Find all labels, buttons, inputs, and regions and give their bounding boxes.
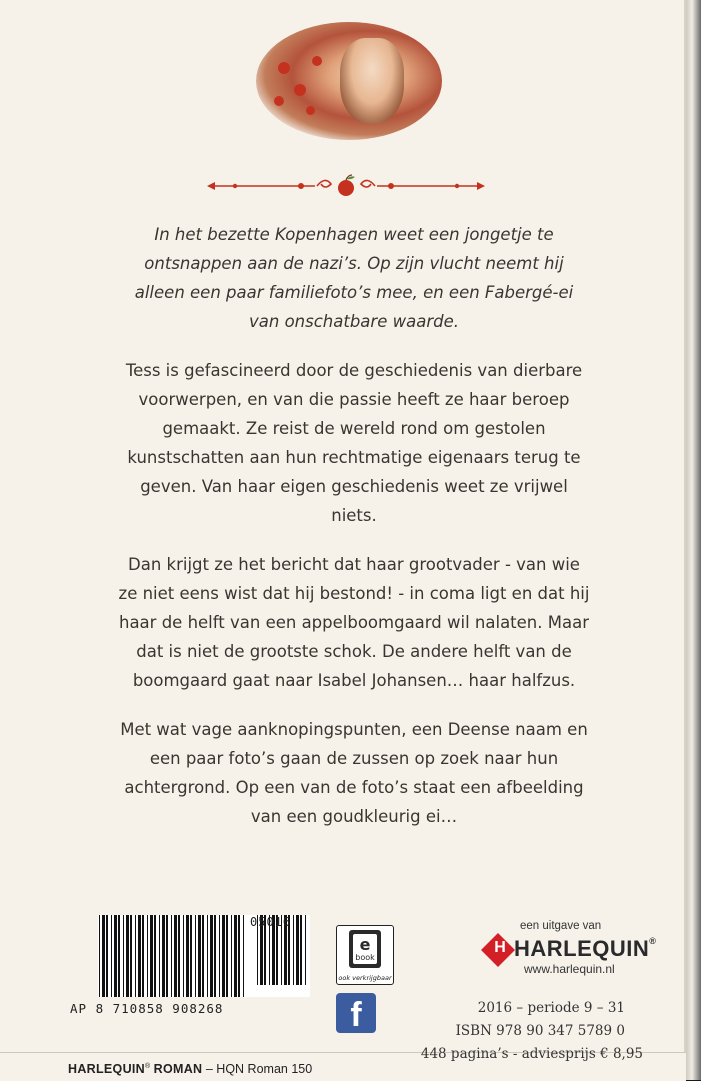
barcode-bar (174, 915, 177, 997)
barcode-bar (166, 915, 168, 997)
barcode-bar (171, 915, 172, 997)
blurb-text (118, 220, 590, 851)
harlequin-h-mark: H (494, 939, 506, 956)
blurb-paragraph-3: Met wat vage aanknopingspunten, een Deense naam en een paar foto’s gaan de zussen op zoek naar hun achtergrond. Op een van de foto’s staat een afbeelding van een goudkleurig ei… (120, 720, 588, 826)
barcode-bar (210, 915, 213, 997)
barcode-bar (135, 915, 136, 997)
barcode-addon-number: 05016 (250, 915, 292, 929)
ebook-letter: e (359, 935, 371, 954)
barcode-bar (147, 915, 148, 997)
barcode-bar (231, 915, 232, 997)
apple-icon (338, 180, 354, 196)
barcode-bar (222, 915, 225, 997)
barcode-bar (102, 915, 105, 997)
barcode-bar (198, 915, 201, 997)
ebook-icon (337, 926, 393, 972)
series-line: HARLEQUIN® ROMAN – HQN Roman 150 (68, 1062, 313, 1076)
barcode-bar (305, 915, 306, 985)
barcode-bar (202, 915, 204, 997)
series-number: – HQN Roman 150 (205, 1062, 313, 1076)
barcode-bar (238, 915, 240, 997)
barcode-bar (195, 915, 196, 997)
barcode-bar (293, 915, 294, 985)
blurb-paragraph-1: Tess is gefascineerd door de geschiedenis van dierbare voorwerpen, en van die passie heeft ze haar beroep gemaakt. Ze reist de wereld rond om gestolen kunstschatten aan hun rechtmatige eigenaars terug te geven. Van haar eigen geschiedenis weet ze vrijwel niets. (125, 361, 583, 525)
barcode-bar (219, 915, 220, 997)
series-line-name: ROMAN (153, 1062, 203, 1076)
barcode-bar (190, 915, 192, 997)
barcode-number: AP 8 710858 908268 (70, 1001, 224, 1016)
barcode-main (98, 915, 248, 997)
blurb-intro: In het bezette Kopenhagen weet een jongetje te ontsnappen aan de nazi’s. Op zijn vlucht neemt hij alleen een paar familiefoto’s mee, en een Fabergé-ei van onschatbare waarde. (134, 225, 574, 331)
barcode-bar (138, 915, 141, 997)
barcode-bar (207, 915, 208, 997)
photo-apple (294, 84, 306, 96)
barcode-bar (123, 915, 124, 997)
photo-apple (312, 56, 322, 66)
photo-apple (274, 96, 284, 106)
barcode-bar (162, 915, 165, 997)
barcode-bar (214, 915, 216, 997)
photo-woman-figure (340, 38, 404, 124)
barcode-bar (126, 915, 129, 997)
barcode-bar (296, 915, 299, 985)
ebook-availability-label: ook verkrijgbaar (338, 974, 392, 982)
ebook-badge (336, 925, 394, 985)
isbn-info: ISBN 978 90 347 5789 0 (455, 1023, 625, 1039)
series-brand: HARLEQUIN (68, 1062, 146, 1076)
barcode-bar (243, 915, 244, 997)
photo-apple (278, 62, 290, 74)
photo-apple (306, 106, 315, 115)
barcode-bar (178, 915, 180, 997)
barcode-bar (186, 915, 189, 997)
barcode-bar (106, 915, 108, 997)
barcode-bar (111, 915, 112, 997)
period-info: 2016 – periode 9 – 31 (477, 1000, 625, 1016)
pages-price-info: 448 pagina’s - adviesprijs € 8,95 (420, 1046, 643, 1062)
barcode-bar (159, 915, 160, 997)
barcode-bar (99, 915, 100, 997)
publisher-url: www.harlequin.nl (524, 962, 615, 976)
barcode-bar (150, 915, 153, 997)
barcode-bar (118, 915, 120, 997)
barcode-bar (142, 915, 144, 997)
barcode-bar (114, 915, 117, 997)
barcode-bar (154, 915, 156, 997)
facebook-icon: f (336, 993, 376, 1033)
barcode-bar (226, 915, 228, 997)
harlequin-wordmark: HARLEQUIN® (514, 936, 657, 961)
barcode-bar (183, 915, 184, 997)
barcode-bar (300, 915, 302, 985)
ebook-word: book (355, 953, 375, 962)
publisher-tagline: een uitgave van (520, 920, 602, 932)
barcode-bar (234, 915, 237, 997)
apple-ornament-divider (205, 172, 487, 200)
blurb-paragraph-2: Dan krijgt ze het bericht dat haar grootvader - van wie ze niet eens wist dat hij bestond! - in coma ligt en dat hij haar de helft van een appelboomgaard wil nalaten. Maar dat is niet de grootste schok. De andere helft van de boomgaard gaat naar Isabel Johansen… haar halfzus. (118, 555, 590, 690)
barcode-bar (130, 915, 132, 997)
cover-photo-vignette (256, 22, 442, 140)
cover-edge-right (686, 0, 701, 1080)
